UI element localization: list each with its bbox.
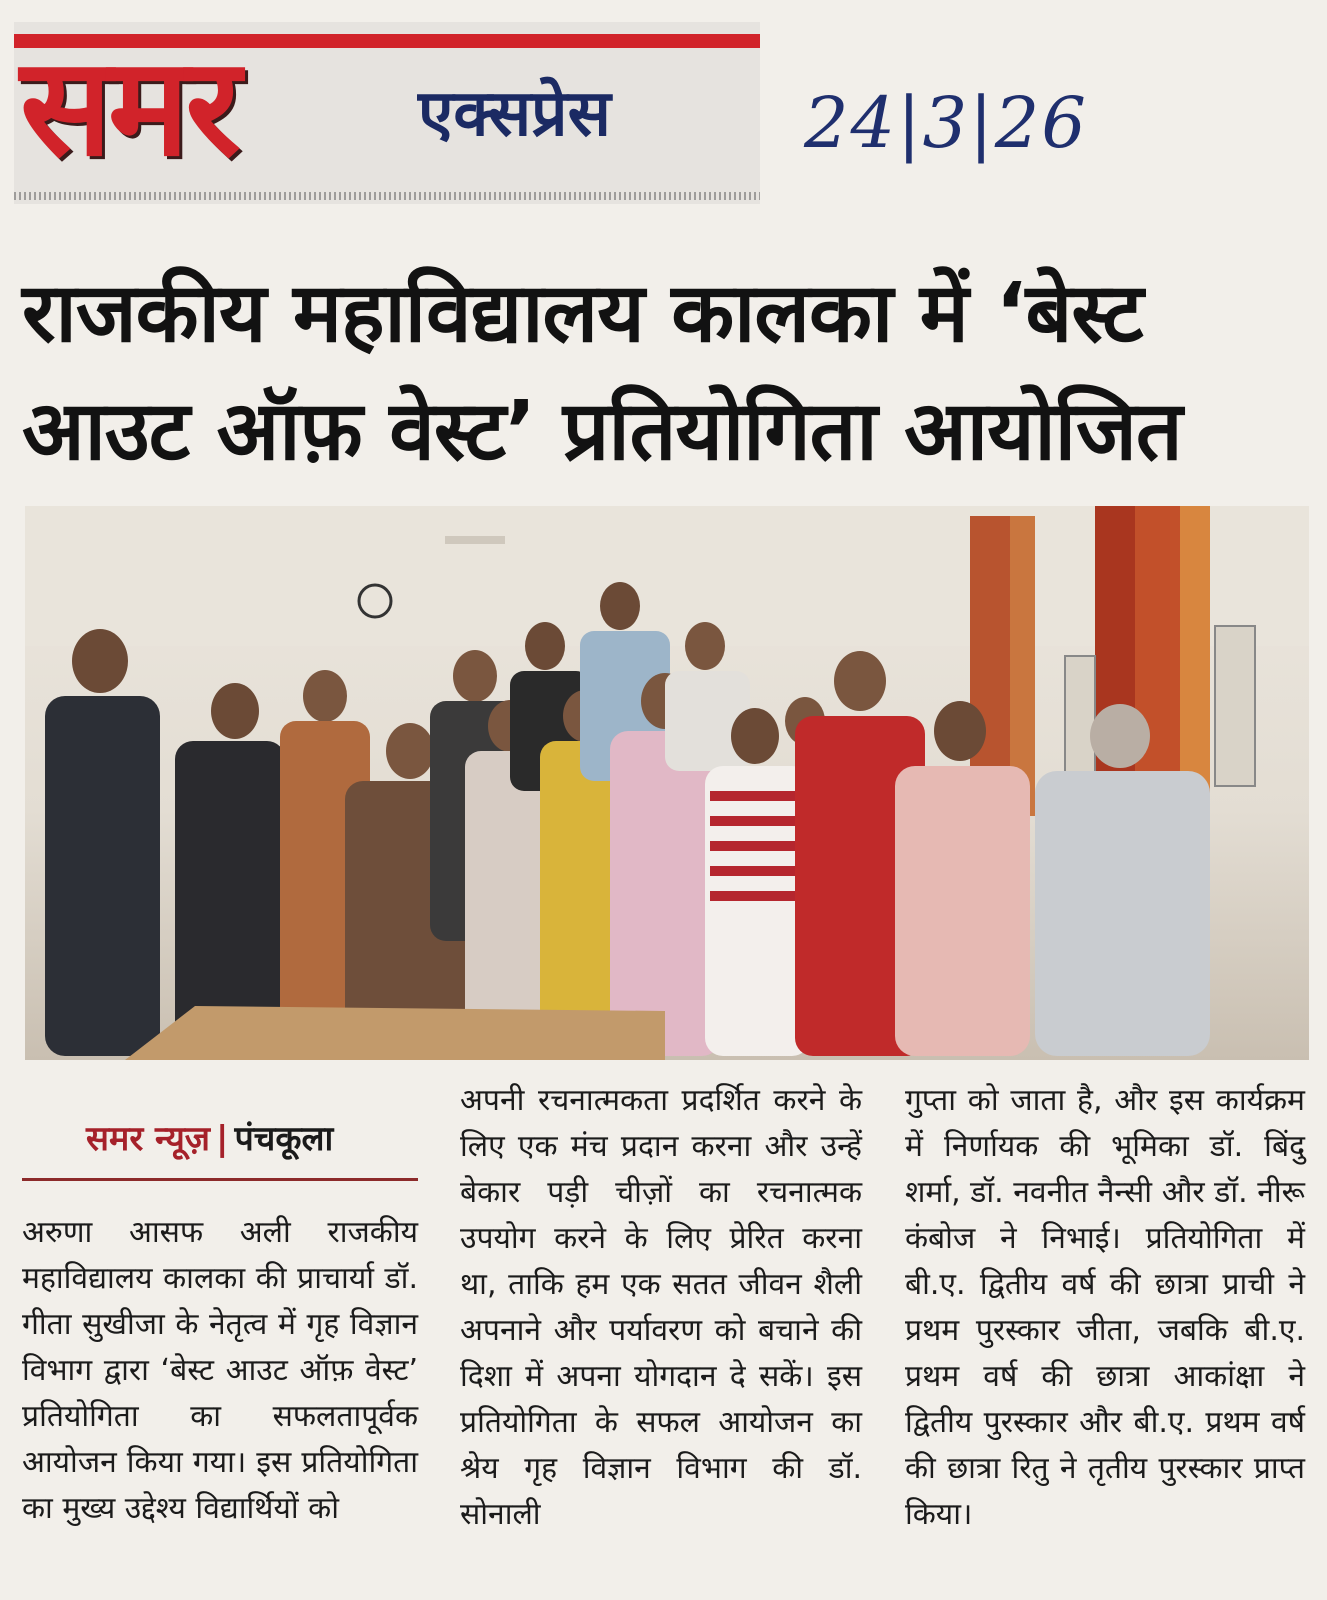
article-column-3: गुप्ता को जाता है, और इस कार्यक्रम में निर्णायक की भूमिका डॉ. बिंदु शर्मा, डॉ. नवनीत नैन्सी और डॉ. नीरू कंबोज ने निभाई। प्रतियोगिता में बी.ए. द्वितीय वर्ष की छात्रा प्राची ने प्रथम पुरस्कार जीता, जबकि बी.ए. प्रथम वर्ष की छात्रा आकांक्षा ने द्वितीय पुरस्कार और बी.ए. प्रथम वर्ष की छात्रा रितु ने तृतीय पुरस्कार प्राप्त किया।	[905, 1083, 1305, 1532]
byline-separator: |	[216, 1119, 229, 1159]
article-column-2: अपनी रचनात्मकता प्रदर्शित करने के लिए एक मंच प्रदान करना और उन्हें बेकार पड़ी चीज़ों का रचनात्मक उपयोग करने के लिए प्रेरित करना था, ताकि हम एक सतत जीवन शैली अपनाने और पर्यावरण को बचाने की दिशा में अपना योगदान दे सकें। इस प्रतियोगिता के सफल आयोजन का श्रेय गृह विज्ञान विभाग की डॉ. सोनाली	[460, 1083, 862, 1532]
byline-source: समर न्यूज़	[86, 1119, 211, 1159]
masthead-logo-sub: एक्सप्रेस	[418, 77, 611, 151]
people-group	[45, 582, 1210, 1056]
masthead-dot-border	[14, 192, 760, 200]
group-photo	[25, 506, 1309, 1060]
newspaper-masthead	[14, 22, 760, 204]
article-column-1: अरुणा आसफ अली राजकीय महाविद्यालय कालका की प्राचार्या डॉ. गीता सुखीजा के नेतृत्व में गृह विज्ञान विभाग द्वारा ‘बेस्ट आउट ऑफ़ वेस्ट’ प्रतियोगिता का सफलतापूर्वक आयोजन किया गया। इस प्रतियोगिता का मुख्य उद्देश्य विद्यार्थियों को	[22, 1215, 418, 1526]
masthead-logo-main: समर	[20, 29, 237, 187]
byline-divider	[22, 1178, 418, 1181]
handwritten-date: 24|3|26	[804, 82, 1088, 164]
article-headline: राजकीय महाविद्यालय कालका में ‘बेस्ट आउट ऑफ़ वेस्ट’ प्रतियोगिता आयोजित	[22, 266, 1182, 479]
byline-place: पंचकूला	[234, 1119, 334, 1159]
group-photo-image	[25, 506, 1309, 1060]
article-byline	[86, 1116, 333, 1162]
